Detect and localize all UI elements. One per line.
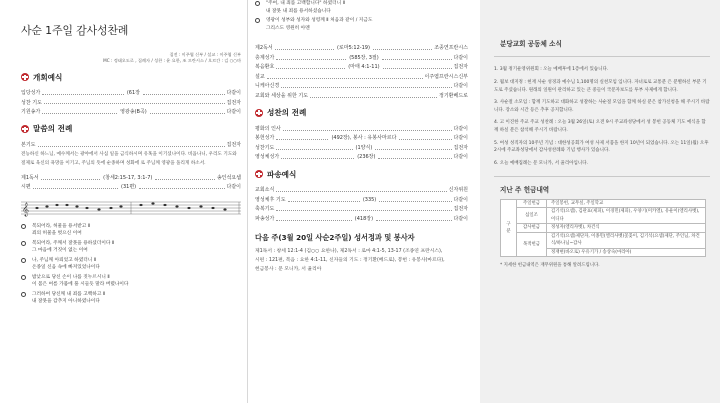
row-label: 설교 bbox=[255, 73, 265, 80]
verse-line: 복되어라, 허물을 용서받고 Ⅱ bbox=[32, 223, 91, 229]
leader-dots bbox=[288, 201, 360, 202]
order-row bbox=[21, 106, 241, 116]
list-item: 2. 월보 대지정 : 현재 사순 성경과 예수님 1,100명의 실천모임 입니다. 자녀로로 교통분 은 분별하신 부분 기도로 주셨습니다. 원래의 일원이 관리하고 있는 큰 중들이 국문자보도를 투부 사제에게 합니다. bbox=[494, 79, 707, 93]
order-row bbox=[255, 194, 468, 204]
cross-icon bbox=[255, 109, 263, 117]
list-item bbox=[21, 291, 241, 306]
credits-line: MC : 정태오도로 , 집례자 / 성찬 : 윤 요한, 조 프란시스 / 오르간 : 김 ○○마 bbox=[103, 57, 241, 63]
order-row bbox=[255, 90, 468, 100]
leader-dots bbox=[150, 113, 225, 114]
list-item: 3. 사순절 소모임 : 함께 기도하고 대화하고 성찰하는 사순절 모임을 함께 하실 분은 참가신청을 해 주시기 바랍니다. 장소와 시간 등은 추후 공지합니다. bbox=[494, 100, 710, 113]
row-leader: 이주엽프란시스신부 bbox=[424, 73, 468, 80]
psalm-responsory bbox=[21, 223, 241, 306]
order-row bbox=[255, 213, 468, 223]
news-text: 고 이진한 주교 주교 성찬례 : 오늘 3월 26일(토) 오전 9시 주교좌성당에서 성 봉헌 공동체 기도 예식을 함께 하실 분은 참석해 주시기 바랍니다. bbox=[494, 120, 706, 134]
row-label: 복음환호 bbox=[255, 64, 275, 71]
collect-prayer: 전능하신 하느님, 예수께서는 광야에서 사십 일을 금식하시며 유혹을 이기셨나이다. 비옵나니, 우리도 기도와 절제로 육신의 욕망을 이기고, 주님의 뜻에 순종하며 성화에 로 주님께 영광을 돌리게 하소서. bbox=[21, 152, 237, 166]
leader-dots bbox=[276, 149, 352, 150]
list-item: 1. 3월 정기운영위원회 : 오늘 예배후에 1층에서 있습니다. bbox=[494, 67, 609, 73]
lectionary-line: 헌금봉사 : 문 모니카, 서 율리아 bbox=[255, 267, 322, 273]
leader-dots bbox=[373, 49, 432, 50]
leader-dots bbox=[383, 68, 452, 69]
row-detail: 영광송(B곡) bbox=[120, 109, 147, 116]
order-row bbox=[21, 181, 241, 191]
leader-dots bbox=[376, 220, 451, 221]
order-row bbox=[21, 87, 241, 97]
leader-dots bbox=[155, 179, 215, 180]
row-leader: 다같이 bbox=[453, 135, 469, 142]
verse-line: 내 잘못 내 죄를 용서하셨습니다 bbox=[266, 8, 331, 14]
row-leader: 송인석요셉 bbox=[216, 174, 241, 181]
verse-line: 영광이 성부와 성자와 성령께 Ⅱ 처음과 같이 / 지금도 bbox=[266, 18, 373, 24]
row-leader: 집전자 bbox=[226, 142, 241, 149]
verse-line: 그러하여 당신께 내 죄를 고백하고 Ⅱ bbox=[32, 291, 106, 297]
verse-line: 내 잘못을 감추지 아니하였나이다 bbox=[32, 299, 100, 305]
table-row bbox=[501, 224, 706, 232]
row-label: 봉헌성가 bbox=[255, 135, 275, 142]
order-row bbox=[255, 203, 468, 213]
table-row bbox=[501, 232, 706, 248]
row-leader: 정기환베드로 bbox=[439, 92, 468, 99]
row-label: 파송성가 bbox=[255, 215, 275, 222]
row-leader: 다같이 bbox=[453, 54, 469, 61]
row-label: 영성체후 기도 bbox=[255, 196, 286, 203]
row-label: 성찬기도 bbox=[255, 144, 275, 151]
circle-icon bbox=[21, 258, 26, 263]
section-title: 개회예식 bbox=[33, 72, 63, 82]
row-detail: (31편) bbox=[121, 184, 137, 191]
leader-dots bbox=[281, 158, 354, 159]
row-detail: (1양식) bbox=[355, 144, 373, 151]
verse-line: 밤낮으로 당신 손이 나를 짓누르시니 Ⅱ bbox=[32, 274, 110, 280]
psalm-tone-score bbox=[21, 197, 241, 217]
row-detail: (585장, 3절) bbox=[349, 54, 379, 61]
news-text: 월보 대지정 : 현재 사순 성경과 예수님 1,100명의 실천모임 입니다. 자녀로로 교통분 은 분별하신 부분 기도로 주셨습니다. 원래의 일원이 관리하고 있는 큰 중들이 국문자보도를 투부 사제에게 합니다. bbox=[494, 79, 707, 93]
order-row bbox=[255, 71, 468, 81]
row-leader: 집전자 bbox=[453, 64, 469, 71]
news-text: 3월 정기운영위원회 : 오늘 예배후에 1층에서 있습니다. bbox=[499, 67, 609, 73]
leader-dots bbox=[276, 191, 446, 192]
section-title: 파송예식 bbox=[267, 169, 297, 179]
verse-line: 온종일 신음 속에 빠져있었나이다 bbox=[32, 265, 100, 271]
verse-line: 그 마음에 거짓이 없는 이여 bbox=[32, 248, 88, 254]
list-item bbox=[255, 17, 468, 32]
order-row bbox=[21, 96, 241, 106]
row-label: 제1독서 bbox=[21, 174, 39, 181]
leader-dots bbox=[41, 179, 101, 180]
gubun-cell: 구분 bbox=[501, 199, 517, 256]
row-label: 제2독서 bbox=[255, 45, 273, 52]
circle-icon bbox=[255, 18, 260, 23]
circle-icon bbox=[21, 224, 26, 229]
offering-history-title: 지난 주 헌금내역 bbox=[500, 185, 550, 194]
row-label: 영성체성가 bbox=[255, 154, 280, 161]
table-row bbox=[501, 199, 706, 207]
svg-text:𝄞: 𝄞 bbox=[22, 201, 30, 216]
list-item bbox=[21, 240, 241, 255]
category-cell: 주일헌금 bbox=[517, 199, 547, 207]
row-leader: 다같이 bbox=[226, 90, 242, 97]
divider bbox=[494, 56, 710, 57]
cross-icon bbox=[21, 73, 29, 81]
row-label: 본기도 bbox=[21, 142, 36, 149]
order-row bbox=[255, 151, 468, 161]
next-week-heading: 다음 주(3월 20일 사순2주일) 성서정과 및 봉사자 bbox=[255, 233, 415, 243]
news-text: 오늘 예배집례는 문 모니카, 서 율리아입니다. bbox=[499, 161, 588, 166]
order-row bbox=[255, 80, 468, 90]
order-row bbox=[255, 132, 468, 142]
order-row bbox=[255, 42, 468, 52]
names-cell: 김기석(요셉), 김관표(제피), 이경민(제피), 우양기(미카엘), 유운이(엘리사벳), 이디다 bbox=[547, 208, 706, 224]
list-item: 5. 여성 성직자의 10주년 기념 : 대한성공회가 여성 사제 서품을 한지 10년이 되었습니다. 오는 11일(월) 오후 2시에 주교좌성당에서 감사성찬례와 기념 행사가 있습니다. bbox=[494, 140, 709, 154]
category-cell: 목적헌금 bbox=[517, 232, 547, 256]
divider bbox=[494, 176, 710, 177]
category-cell: 십일조 bbox=[517, 208, 547, 224]
leader-dots bbox=[44, 103, 225, 104]
row-leader: 집전자 bbox=[453, 144, 469, 151]
row-label: 교회와 세상을 위한 기도 bbox=[255, 92, 309, 99]
row-detail: (마태 4:1-11) bbox=[348, 64, 380, 71]
row-label: 교회소식 bbox=[255, 187, 275, 194]
leader-dots bbox=[33, 188, 118, 189]
row-label: 성찬 기도 bbox=[21, 99, 42, 106]
row-label: 시편 bbox=[21, 184, 31, 191]
order-of-service-left bbox=[0, 0, 247, 308]
leader-dots bbox=[382, 59, 452, 60]
news-text: 여성 성직자의 10주년 기념 : 대한성공회가 여성 사제 서품을 한지 10년이 되었습니다. 오는 11일(월) 오후 2시에 주교좌성당에서 감사성찬례와 기념 행사가 있습니다. bbox=[494, 140, 709, 154]
row-label: 평화의 인사 bbox=[255, 125, 281, 132]
leader-dots bbox=[42, 113, 117, 114]
row-label: 기원송가 bbox=[21, 109, 41, 116]
row-detail: (창세2:15-17, 3:1-7) bbox=[103, 174, 153, 181]
section-title: 성찬의 전례 bbox=[267, 108, 307, 118]
verse-line: 이 몸은 여름 가뭄에 풀 시들듯 말라 버렸나이다 bbox=[32, 282, 129, 288]
table-row bbox=[501, 208, 706, 224]
leader-dots bbox=[38, 146, 225, 147]
leader-dots bbox=[375, 149, 451, 150]
row-label: 니케아신경 bbox=[255, 83, 280, 90]
offering-table bbox=[500, 199, 706, 257]
leader-dots bbox=[310, 97, 437, 98]
leader-dots bbox=[399, 139, 451, 140]
section-word bbox=[21, 124, 241, 133]
names-cell: 김기석(요셉)제단자, 이종민(엘리사벳)꽃꽂이, 김기석(요셉)제단, 주인님, 차건식/하나님~감사 bbox=[547, 232, 706, 248]
section-title: 말씀의 전례 bbox=[33, 124, 73, 134]
order-of-service-right bbox=[247, 0, 480, 274]
verse-line: "주여, 내 죄를 고백합니다" 하였더니 Ⅱ bbox=[266, 1, 345, 6]
readings-list bbox=[255, 42, 468, 99]
row-leader: 다같이 bbox=[226, 184, 241, 191]
list-item bbox=[21, 257, 241, 272]
music-staff-icon bbox=[21, 197, 241, 217]
row-leader: 조종연프란시스 bbox=[434, 45, 469, 52]
circle-icon bbox=[21, 292, 26, 297]
leader-dots bbox=[281, 87, 451, 88]
order-row bbox=[255, 184, 468, 194]
leader-dots bbox=[276, 210, 451, 211]
order-row bbox=[255, 142, 468, 152]
leader-dots bbox=[267, 78, 423, 79]
leader-dots bbox=[283, 130, 452, 131]
names-cell: 정재현(바오로) 우유기가 / 송상숙(마리아) bbox=[547, 248, 706, 256]
row-detail: (492장), 봉사 : 유봉사마르다 bbox=[331, 135, 397, 142]
row-detail: (로마5:12-19) bbox=[336, 45, 370, 52]
circle-icon bbox=[21, 275, 26, 280]
list-item bbox=[21, 223, 241, 238]
row-leader: 다같이 bbox=[453, 215, 469, 222]
verse-line: 죄의 허물을 벗으신 이여 bbox=[32, 231, 82, 237]
row-leader: 다같이 bbox=[453, 83, 468, 90]
news-title: 분당교회 공동체 소식 bbox=[500, 40, 562, 48]
order-row bbox=[255, 123, 468, 133]
page-title: 사순 1주일 감사성찬례 bbox=[21, 24, 129, 37]
service-credits bbox=[21, 52, 241, 64]
leader-dots bbox=[139, 188, 224, 189]
order-row bbox=[255, 61, 468, 71]
leader-dots bbox=[143, 94, 225, 95]
row-leader: 다같이 bbox=[226, 109, 242, 116]
order-row bbox=[21, 172, 241, 182]
news-text: 사순절 소모임 : 함께 기도하고 대화하고 성찰하는 사순절 모임을 함께 하실 분은 참가신청을 해 주시기 바랍니다. 장소와 시간 등은 추후 공지합니다. bbox=[494, 100, 710, 113]
leader-dots bbox=[42, 94, 124, 95]
row-leader: 집전자 bbox=[453, 206, 468, 213]
verse-line: 그리스도 영원히 아멘 bbox=[266, 25, 310, 31]
row-detail: (236장) bbox=[357, 154, 376, 161]
list-item: 4. 고 이진한 주교 주교 성찬례 : 오늘 3월 26일(토) 오전 9시 주교좌성당에서 성 봉헌 공동체 기도 예식을 함께 하실 분은 참석해 주시기 바랍니다. bbox=[494, 120, 706, 134]
category-cell: 감사헌금 bbox=[517, 224, 547, 232]
row-label: 축복기도 bbox=[255, 206, 275, 213]
community-news-panel bbox=[480, 0, 720, 403]
names-cell: 정성자(엘리자벳), 차건식 bbox=[547, 224, 706, 232]
cross-icon bbox=[255, 170, 263, 178]
row-label: 입당성가 bbox=[21, 90, 41, 97]
leader-dots bbox=[276, 68, 345, 69]
circle-icon bbox=[21, 241, 26, 246]
leader-dots bbox=[378, 158, 451, 159]
news-list bbox=[494, 66, 710, 167]
section-eucharist bbox=[255, 108, 468, 117]
lectionary-line: 시편 : 121편, 복음 : 요한 4:1-11, 신자들의 기도 : 정기환(베드로), 봉헌 : 유봉사(마르다), bbox=[255, 258, 445, 264]
circle-icon bbox=[255, 1, 260, 6]
row-label: 층계성가 bbox=[255, 54, 275, 61]
verse-line: 나, 주님께 아뢰었고 하였더니 Ⅱ bbox=[32, 257, 97, 263]
row-leader: 신자위원 bbox=[448, 187, 468, 194]
lectionary-line: 제1독서 : 창세 12:1-4 (김○○ 요한나), 제2독서 : 로마 4:1-5, 13-17 (조종연 프란시스), bbox=[255, 249, 443, 255]
list-item: 6. 오늘 예배집례는 문 모니카, 서 율리아입니다. bbox=[494, 161, 588, 166]
row-leader: 다같이 bbox=[453, 154, 468, 161]
names-cell: 주일봉헌, 교무실, 주일학교 bbox=[547, 199, 706, 207]
leader-dots bbox=[379, 201, 451, 202]
row-detail: (61장 bbox=[126, 90, 140, 97]
row-leader: 집전자 bbox=[226, 99, 241, 106]
cross-icon bbox=[21, 125, 29, 133]
section-opening bbox=[21, 73, 241, 82]
list-item bbox=[255, 0, 468, 15]
leader-dots bbox=[275, 49, 334, 50]
verse-line: 복되어라, 주께서 잘못을 용하셨더이다 Ⅱ bbox=[32, 240, 115, 246]
row-leader: 다같이 bbox=[453, 125, 468, 132]
order-row bbox=[21, 139, 241, 149]
list-item bbox=[21, 274, 241, 289]
leader-dots bbox=[276, 220, 351, 221]
offering-footnote: * 지세한 헌금내역은 재무위원을 통해 알려드립니다. bbox=[500, 263, 600, 269]
next-week-lectionary bbox=[255, 247, 468, 274]
credits-line: 집전 : 이주엽 신부 / 설교 : 이주엽 신부 bbox=[169, 51, 241, 57]
section-dismissal bbox=[255, 170, 468, 179]
leader-dots bbox=[276, 59, 346, 60]
row-detail: (418장) bbox=[354, 215, 374, 222]
row-leader: 다같이 bbox=[453, 196, 468, 203]
leader-dots bbox=[276, 139, 328, 140]
order-row bbox=[255, 52, 468, 62]
row-detail: (335) bbox=[362, 196, 377, 203]
